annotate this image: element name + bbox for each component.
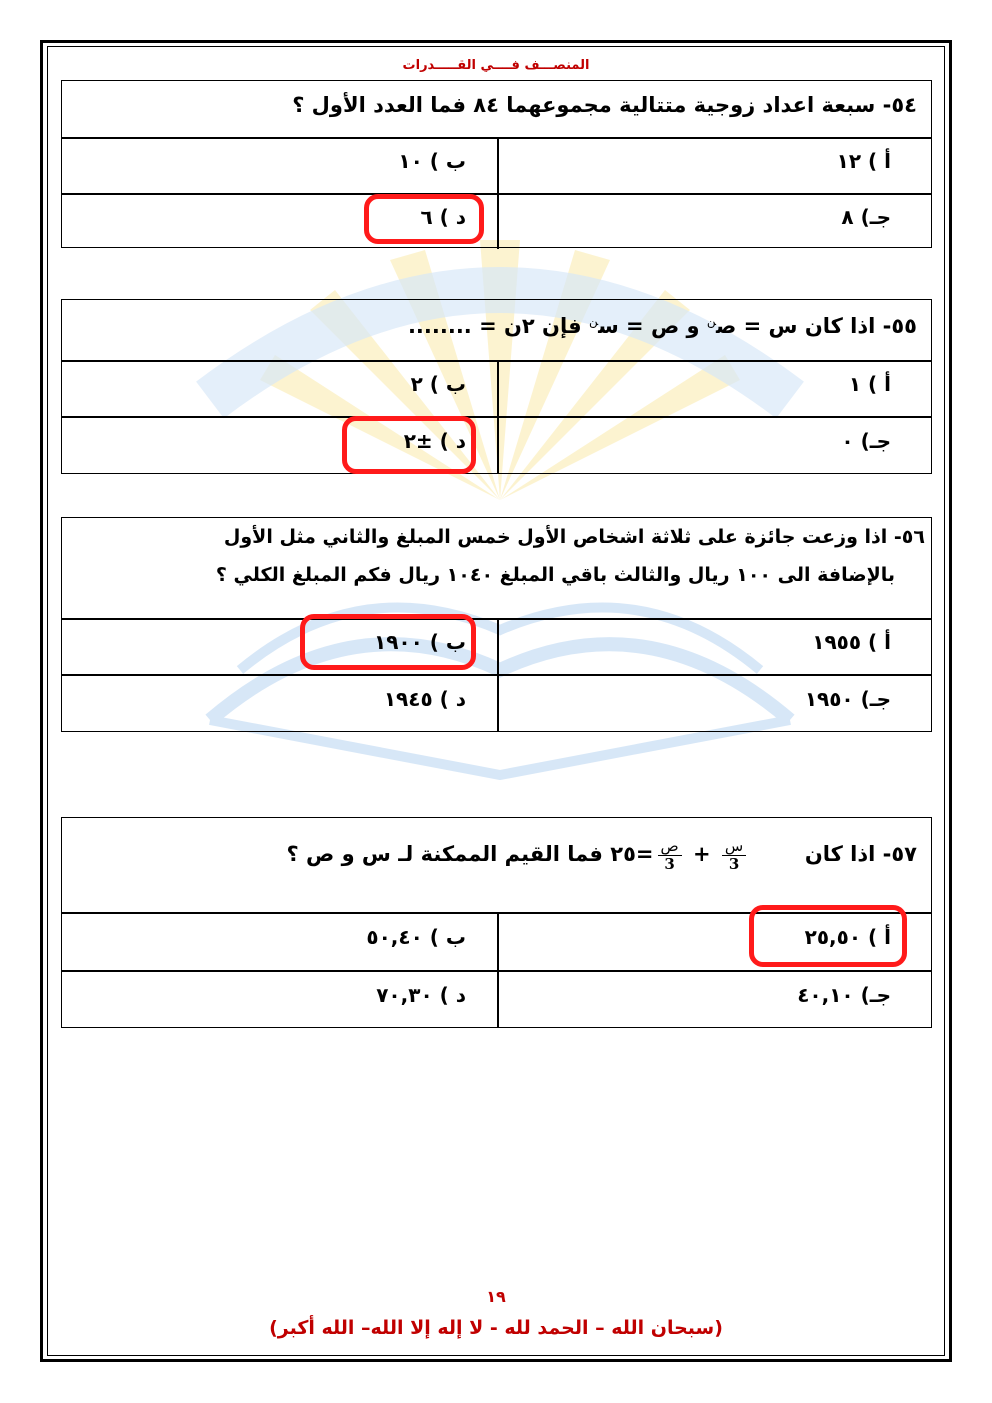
option-b: ب ) ٥٠,٤٠ [366, 925, 466, 949]
answer-mark [364, 194, 484, 244]
option-a: أ ) ١٩٥٥ [812, 630, 891, 654]
option-c: جـ) ٠ [841, 429, 891, 453]
page-header: المنصـــف فــــي القـــــدرات [402, 58, 590, 73]
question-56-line1: ٥٦- اذا وزعت جائزة على ثلاثة اشخاص الأول خمس المبلغ والثاني مثل الأول [223, 526, 925, 548]
option-d: د ) ٧٠,٣٠ [376, 983, 466, 1007]
answer-mark [749, 905, 907, 967]
question-54-text: ٥٤- سبعة اعداد زوجية متتالية مجموعهما ٨٤ فما العدد الأول ؟ [292, 93, 917, 117]
question-54 [61, 80, 932, 248]
option-d: د ) ٦ [420, 205, 466, 229]
option-d: د ) ١٩٤٥ [383, 687, 466, 711]
footer-tasbih: (سبحان الله – الحمد لله - لا إله إلا الله– الله أكبر) [269, 1317, 723, 1339]
answer-mark [342, 416, 476, 474]
option-d: د ) ±٢ [403, 429, 466, 453]
option-c: جـ) ٤٠,١٠ [797, 983, 891, 1007]
option-c: جـ) ٨ [841, 205, 891, 229]
option-b: ب ) ١٠ [398, 149, 466, 173]
question-57-text: ٥٧- اذا كان $\frac{\text{س}}{3}$ + $\frac{\text{ص}}{3}$ =٢٥ فما القيم الممكنة لـ س و ص ؟ [286, 837, 917, 873]
question-56 [61, 517, 932, 732]
question-55 [61, 299, 932, 474]
option-a: أ ) ١٢ [836, 149, 891, 173]
page-number: ١٩ [486, 1287, 506, 1306]
question-55-text: ٥٥- اذا كان س = ص$^ن$ و ص = س$^ن$ فإن ٢ن = ........ [407, 314, 917, 338]
option-b: ب ) ٢ [410, 372, 466, 396]
option-a: أ ) ٢٥,٥٠ [804, 925, 891, 949]
question-56-line2: بالإضافة الى ١٠٠ ريال والثالث باقي المبلغ ١٠٤٠ ريال فكم المبلغ الكلي ؟ [215, 564, 895, 586]
answer-mark [300, 614, 476, 670]
option-c: جـ) ١٩٥٠ [804, 687, 891, 711]
option-b: ب ) ١٩٠٠ [374, 630, 466, 654]
fraction-x-over-3: $\frac{\text{س}}{3}$ [722, 838, 746, 872]
option-a: أ ) ١ [848, 372, 891, 396]
fraction-y-over-3: $\frac{\text{ص}}{3}$ [658, 838, 682, 872]
